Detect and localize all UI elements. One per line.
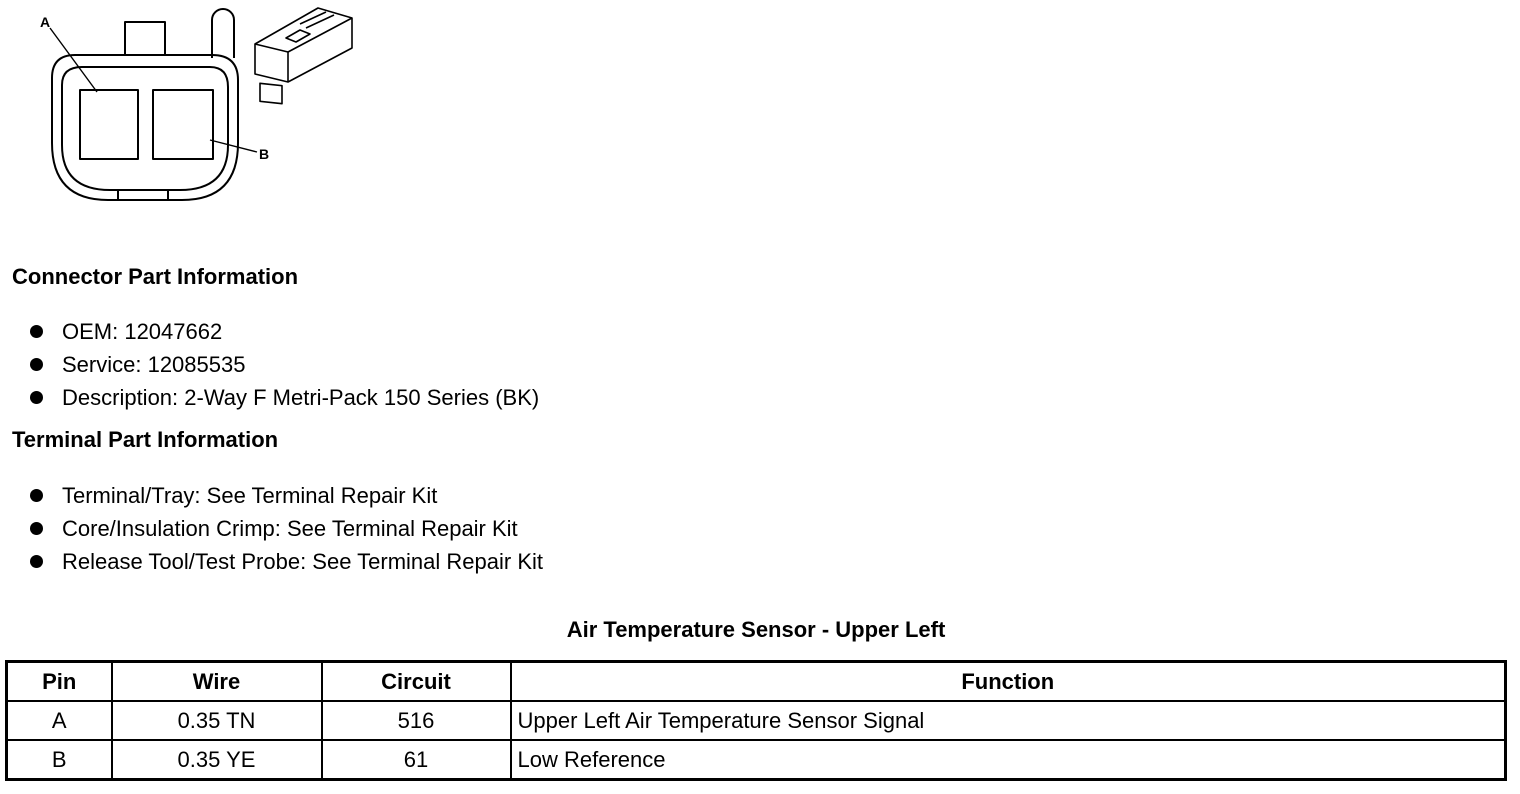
header-circuit: Circuit [322, 662, 511, 702]
cell-circuit: 61 [322, 740, 511, 780]
terminal-section-title: Terminal Part Information [12, 427, 279, 452]
bullet-icon [30, 555, 43, 568]
bullet-icon [30, 489, 43, 502]
connector-info-list [30, 315, 539, 414]
bullet-icon [30, 522, 43, 535]
connector-inner-outline [62, 67, 228, 190]
cell-circuit: 516 [322, 701, 511, 740]
cell-function: Low Reference [511, 740, 1506, 780]
list-item: Terminal/Tray: See Terminal Repair Kit [30, 479, 543, 512]
header-wire: Wire [112, 662, 322, 702]
cell-pin: B [7, 740, 112, 780]
cell-wire: 0.35 YE [112, 740, 322, 780]
table-title: Air Temperature Sensor - Upper Left [566, 617, 946, 642]
cell-wire: 0.35 TN [112, 701, 322, 740]
list-item: Release Tool/Test Probe: See Terminal Repair Kit [30, 545, 543, 578]
connector-isometric [255, 8, 352, 104]
header-pin: Pin [7, 662, 112, 702]
list-item: Service: 12085535 [30, 348, 539, 381]
terminal-info-list [30, 479, 543, 578]
header-function: Function [511, 662, 1506, 702]
bullet-icon [30, 325, 43, 338]
connector-diagram [0, 0, 380, 215]
list-item: Description: 2-Way F Metri-Pack 150 Series (BK) [30, 381, 539, 414]
list-item: Core/Insulation Crimp: See Terminal Repair Kit [30, 512, 543, 545]
pin-label-a: A [40, 14, 51, 30]
cell-function: Upper Left Air Temperature Sensor Signal [511, 701, 1506, 740]
cavity-a [80, 90, 138, 159]
table-row [7, 740, 1506, 780]
table-header-row [7, 662, 1506, 702]
list-item: OEM: 12047662 [30, 315, 539, 348]
connector-section-title: Connector Part Information [12, 264, 299, 289]
pin-label-b: B [259, 146, 270, 162]
table-row [7, 701, 1506, 740]
bullet-icon [30, 358, 43, 371]
cavity-b [153, 90, 213, 159]
pinout-table [5, 660, 1507, 781]
bullet-icon [30, 391, 43, 404]
cell-pin: A [7, 701, 112, 740]
